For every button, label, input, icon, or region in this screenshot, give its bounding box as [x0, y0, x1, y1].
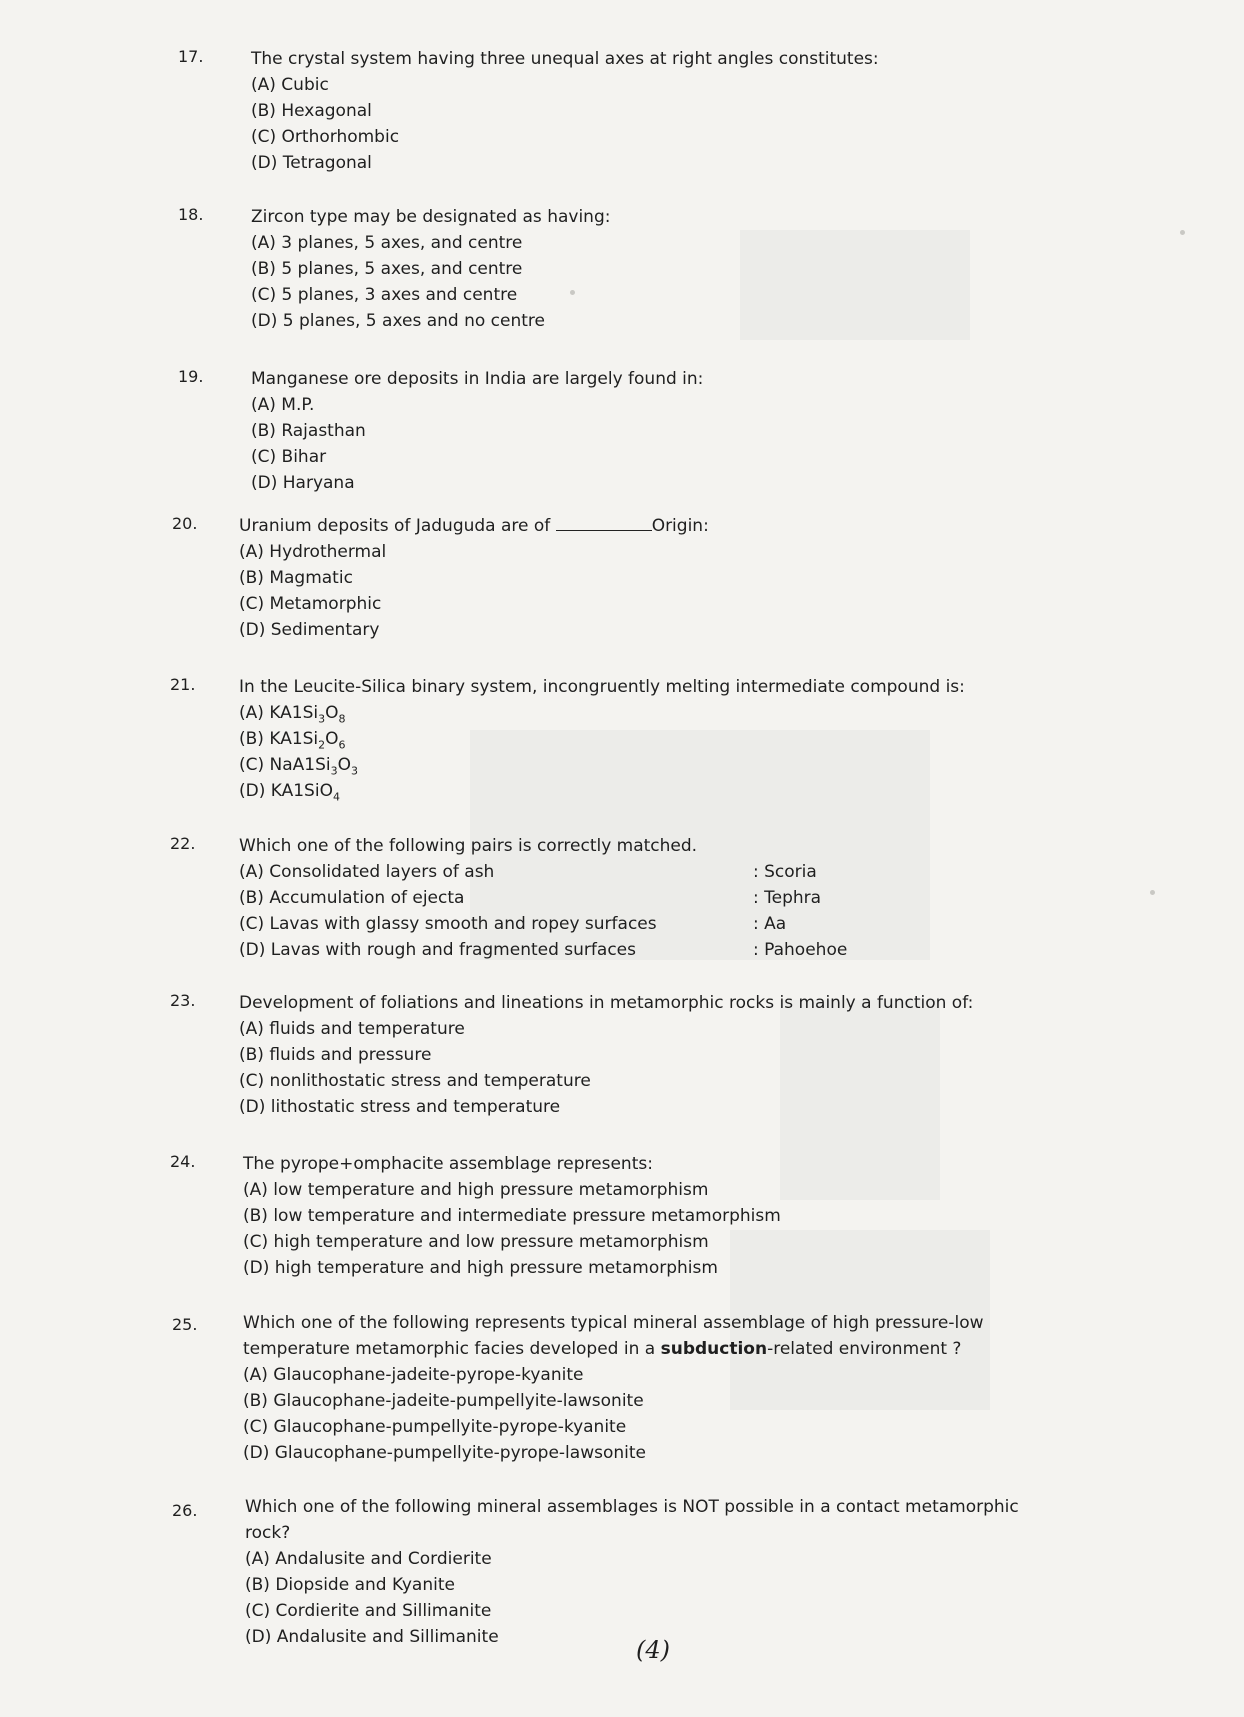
- option-a: (A) Cubic: [251, 75, 329, 95]
- question-number: 26.: [172, 1501, 198, 1520]
- option-c: (C) Bihar: [251, 447, 327, 467]
- option-a: (A) Hydrothermal: [239, 542, 387, 562]
- option-d: (D) Sedimentary: [239, 620, 380, 640]
- option-d: (D) 5 planes, 5 axes and no centre: [251, 311, 545, 331]
- option-b: (B) 5 planes, 5 axes, and centre: [251, 259, 523, 279]
- option-d: (D) Glaucophane-pumpellyite-pyrope-lawsonite: [243, 1443, 646, 1463]
- question-stem-line-2: temperature metamorphic facies developed in a subduction-related environment ?: [243, 1339, 962, 1359]
- option-b: (B) Diopside and Kyanite: [245, 1575, 455, 1595]
- question-stem: Which one of the following mineral assemblages is NOT possible in a contact metamorphic: [245, 1497, 1019, 1517]
- option-a: (A) $KA1Si_3O_8$: [239, 703, 346, 726]
- question-stem: In the Leucite-Silica binary system, incongruently melting intermediate compound is:: [239, 677, 965, 697]
- match-row-c: (C) Lavas with glassy smooth and ropey surfaces : Aa: [239, 914, 787, 934]
- option-a: (A) M.P.: [251, 395, 315, 415]
- option-a: (A) Glaucophane-jadeite-pyrope-kyanite: [243, 1365, 584, 1385]
- question-number: 18.: [178, 205, 204, 224]
- option-c: (C) $NaA1Si_3O_3$: [239, 755, 359, 778]
- option-a: (A) Andalusite and Cordierite: [245, 1549, 492, 1569]
- option-c: (C) nonlithostatic stress and temperature: [239, 1071, 591, 1091]
- question-stem: The crystal system having three unequal axes at right angles constitutes:: [251, 49, 879, 69]
- emphasis-subduction: subduction: [660, 1339, 768, 1359]
- option-d: (D) KA1SiO$_4$: [239, 781, 340, 804]
- option-a: (A) fluids and temperature: [239, 1019, 465, 1039]
- bleed-through-shadow: [740, 230, 970, 340]
- option-a: (A) 3 planes, 5 axes, and centre: [251, 233, 523, 253]
- option-d: (D) Andalusite and Sillimanite: [245, 1627, 499, 1647]
- option-b: (B) Hexagonal: [251, 101, 372, 121]
- fill-blank-line: [556, 514, 652, 531]
- question-number: 21.: [170, 675, 196, 694]
- option-b: (B) Magmatic: [239, 568, 353, 588]
- option-b: (B) fluids and pressure: [239, 1045, 432, 1065]
- option-c: (C) 5 planes, 3 axes and centre: [251, 285, 518, 305]
- option-b: (B) Rajasthan: [251, 421, 366, 441]
- option-d: (D) Tetragonal: [251, 153, 372, 173]
- question-stem: Which one of the following represents typical mineral assemblage of high pressure-low: [243, 1313, 984, 1333]
- question-stem: Manganese ore deposits in India are largely found in:: [251, 369, 704, 389]
- option-c: (C) Metamorphic: [239, 594, 382, 614]
- question-number: 24.: [170, 1152, 196, 1171]
- match-row-d: (D) Lavas with rough and fragmented surfaces : Pahoehoe: [239, 940, 848, 960]
- question-stem-line-2: rock?: [245, 1523, 291, 1543]
- question-stem: Uranium deposits of Jaduguda are of: [239, 516, 551, 536]
- option-d: (D) high temperature and high pressure metamorphism: [243, 1258, 718, 1278]
- option-c: (C) Glaucophane-pumpellyite-pyrope-kyanite: [243, 1417, 627, 1437]
- question-number: 20.: [172, 514, 198, 533]
- option-b: (B) low temperature and intermediate pressure metamorphism: [243, 1206, 781, 1226]
- question-stem: The pyrope+omphacite assemblage represents:: [243, 1154, 653, 1174]
- question-number: 22.: [170, 834, 196, 853]
- option-a: (A) low temperature and high pressure metamorphism: [243, 1180, 709, 1200]
- option-c: (C) high temperature and low pressure metamorphism: [243, 1232, 709, 1252]
- question-stem-end: Origin:: [651, 516, 709, 536]
- option-d: (D) Haryana: [251, 473, 355, 493]
- question-number: 25.: [172, 1315, 198, 1334]
- question-stem: Zircon type may be designated as having:: [251, 207, 611, 227]
- question-number: 23.: [170, 991, 196, 1010]
- option-b: (B) Glaucophane-jadeite-pumpellyite-lawsonite: [243, 1391, 644, 1411]
- question-stem: Which one of the following pairs is correctly matched.: [239, 836, 698, 856]
- question-number: 17.: [178, 47, 204, 66]
- scan-speck: [1180, 230, 1185, 235]
- match-row-b: (B) Accumulation of ejecta : Tephra: [239, 888, 822, 908]
- option-b: (B) $KA1Si_2O_6$: [239, 729, 346, 752]
- option-c: (C) Orthorhombic: [251, 127, 400, 147]
- question-number: 19.: [178, 367, 204, 386]
- option-d: (D) lithostatic stress and temperature: [239, 1097, 561, 1117]
- option-c: (C) Cordierite and Sillimanite: [245, 1601, 492, 1621]
- match-row-a: (A) Consolidated layers of ash : Scoria: [239, 862, 817, 882]
- question-stem: Development of foliations and lineations in metamorphic rocks is mainly a function of:: [239, 993, 974, 1013]
- page-number: (4): [636, 1636, 670, 1664]
- scan-speck: [1150, 890, 1155, 895]
